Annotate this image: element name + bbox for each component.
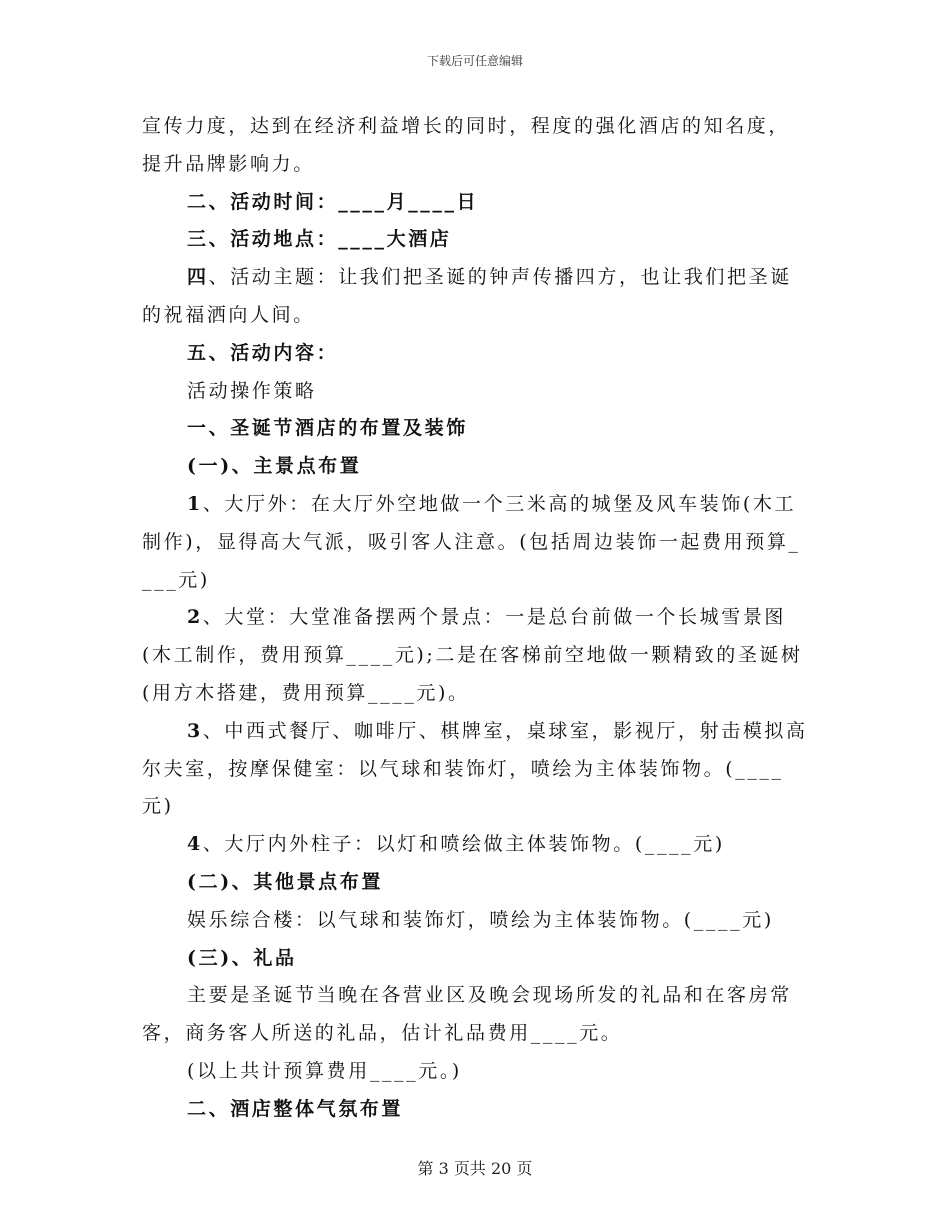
item-number: 3 bbox=[187, 719, 203, 742]
item-text: 、中西式餐厅、咖啡厅、棋牌室，桌球室，影视厅，射击模拟高 bbox=[202, 719, 808, 742]
item-number: 4 bbox=[187, 833, 203, 856]
page-header: 下载后可任意编辑 bbox=[426, 54, 523, 68]
paragraph-line: 活动操作策略 bbox=[187, 379, 317, 402]
paragraph-line: 尔夫室，按摩保健室：以气球和装饰灯，喷绘为主体装饰物。(____ bbox=[142, 757, 784, 780]
item-text: 、大堂：大堂准备摆两个景点：一是总台前做一个长城雪景图 bbox=[202, 606, 787, 629]
paragraph-line: 制作)，显得高大气派，吸引客人注意。(包括周边装饰一起费用预算_ bbox=[142, 530, 801, 553]
item-text: 、大厅外：在大厅外空地做一个三米高的城堡及风车装饰(木工 bbox=[202, 492, 797, 515]
item-number: 四 bbox=[187, 266, 209, 289]
paragraph-line: 提升品牌影响力。 bbox=[142, 152, 315, 175]
paragraph-line: 元) bbox=[142, 795, 174, 818]
paragraph-line: 宣传力度，达到在经济利益增长的同时，程度的强化酒店的知名度， bbox=[142, 115, 791, 137]
paragraph-line bbox=[142, 713, 808, 751]
item-text: 、活动主题：让我们把圣诞的钟声传播四方，也让我们把圣诞 bbox=[208, 266, 792, 289]
paragraph-line bbox=[142, 259, 808, 297]
paragraph-line bbox=[142, 826, 808, 864]
paragraph-line: 一、圣诞节酒店的布置及装饰 bbox=[187, 417, 468, 440]
paragraph-line: (三)、礼品 bbox=[187, 946, 297, 969]
paragraph-line bbox=[142, 486, 808, 524]
paragraph-line: (二)、其他景点布置 bbox=[187, 870, 383, 893]
paragraph-line: 二、酒店整体气氛布置 bbox=[187, 1097, 404, 1120]
paragraph-line: 主要是圣诞节当晚在各营业区及晚会现场所发的礼品和在客房常 bbox=[187, 984, 792, 1007]
paragraph-line: 五、活动内容： bbox=[187, 341, 339, 364]
paragraph-line: (用方木搭建，费用预算____元)。 bbox=[142, 681, 470, 704]
item-number: 2 bbox=[187, 606, 203, 629]
paragraph-line: ___元) bbox=[142, 568, 210, 591]
paragraph-line: 三、活动地点：____大酒店 bbox=[187, 228, 452, 251]
paragraph-line: (一)、主景点布置 bbox=[187, 455, 362, 478]
paragraph-line: 的祝福洒向人间。 bbox=[142, 303, 315, 326]
paragraph-line: (以上共计预算费用____元。) bbox=[187, 1059, 462, 1082]
document-body bbox=[142, 108, 808, 1129]
paragraph-line: 客，商务客人所送的礼品，估计礼品费用____元。 bbox=[142, 1022, 623, 1045]
item-text: 、大厅内外柱子：以灯和喷绘做主体装饰物。(____元) bbox=[202, 833, 725, 856]
paragraph-line: 娱乐综合楼：以气球和装饰灯，喷绘为主体装饰物。(____元) bbox=[187, 908, 774, 931]
paragraph-line: (木工制作，费用预算____元);二是在客梯前空地做一颗精致的圣诞树 bbox=[142, 644, 803, 667]
paragraph-line bbox=[142, 599, 808, 637]
paragraph-line: 二、活动时间：____月____日 bbox=[187, 190, 479, 213]
page-footer: 第 3 页共 20 页 bbox=[417, 1159, 533, 1178]
item-number: 1 bbox=[187, 492, 203, 515]
